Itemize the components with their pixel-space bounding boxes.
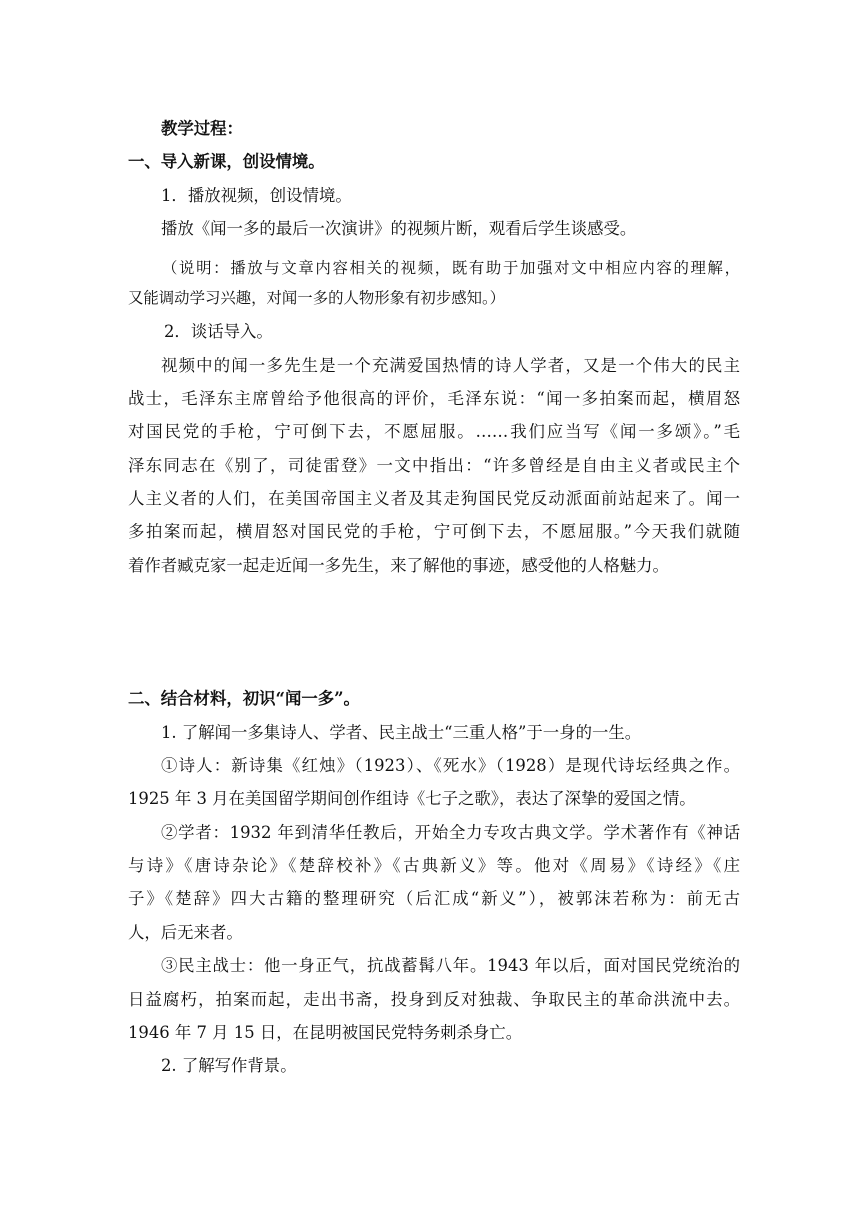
scholar-line-4: 人，后无来者。	[128, 923, 243, 942]
intro-paragraph-line-4: 泽东同志在《别了，司徒雷登》一文中指出：“许多曾经是自由主义者或民主个	[128, 456, 740, 475]
scholar-line-1: ②学者：1932 年到清华任教后，开始全力专攻古典文学。学术著作有《神话	[161, 823, 740, 842]
intro-paragraph-line-7: 着作者臧克家一起走近闻一多先生，来了解他的事迹，感受他的人格魅力。	[128, 556, 669, 575]
section-2-item-2: 2. 了解写作背景。	[161, 1056, 297, 1075]
section-2-heading: 二、结合材料，初识“闻一多”。	[128, 689, 360, 708]
poet-line-2: 1925 年 3 月在美国留学期间创作组诗《七子之歌》，表达了深挚的爱国之情。	[128, 789, 696, 808]
section-2-item-1: 1. 了解闻一多集诗人、学者、民主战士“三重人格”于一身的一生。	[161, 723, 642, 742]
intro-paragraph-line-3: 对国民党的手枪，宁可倒下去，不愿屈服。……我们应当写《闻一多颂》。”毛	[128, 422, 740, 441]
scholar-line-3: 子》《楚辞》四大古籍的整理研究（后汇成“新义”），被郭沫若称为：前无古	[128, 889, 740, 908]
fighter-line-2: 日益腐朽，拍案而起，走出书斋，投身到反对独裁、争取民主的革命洪流中去。	[128, 990, 740, 1009]
intro-paragraph-line-6: 多拍案而起，横眉怒对国民党的手枪，宁可倒下去，不愿屈服。”今天我们就随	[128, 522, 740, 541]
section-1-heading: 一、导入新课，创设情境。	[128, 152, 325, 171]
section-1-item-2: 2．谈话导入。	[164, 322, 273, 341]
page-title: 教学过程：	[161, 119, 243, 138]
section-1-item-1-text: 播放《闻一多的最后一次演讲》的视频片断，观看后学生谈感受。	[161, 219, 637, 238]
intro-paragraph-line-1: 视频中的闻一多先生是一个充满爱国热情的诗人学者，又是一个伟大的民主	[161, 356, 740, 375]
scholar-line-2: 与诗》《唐诗杂论》《楚辞校补》《古典新义》等。他对《周易》《诗经》《庄	[128, 856, 740, 875]
section-1-item-1: 1．播放视频，创设情境。	[161, 186, 352, 205]
intro-paragraph-line-2: 战士，毛泽东主席曾给予他很高的评价，毛泽东说：“闻一多拍案而起，横眉怒	[128, 389, 740, 408]
note-line-1: （说明：播放与文章内容相关的视频，既有助于加强对文中相应内容的理解，	[162, 259, 740, 277]
poet-line-1: ①诗人：新诗集《红烛》（1923）、《死水》（1928）是现代诗坛经典之作。	[161, 756, 740, 775]
note-line-2: 又能调动学习兴趣，对闻一多的人物形象有初步感知。）	[128, 289, 506, 307]
fighter-line-1: ③民主战士：他一身正气，抗战蓄髯八年。1943 年以后，面对国民党统治的	[161, 956, 740, 975]
intro-paragraph-line-5: 人主义者的人们，在美国帝国主义者及其走狗国民党反动派面前站起来了。闻一	[128, 489, 740, 508]
fighter-line-3: 1946 年 7 月 15 日，在昆明被国民党特务刺杀身亡。	[128, 1023, 523, 1042]
